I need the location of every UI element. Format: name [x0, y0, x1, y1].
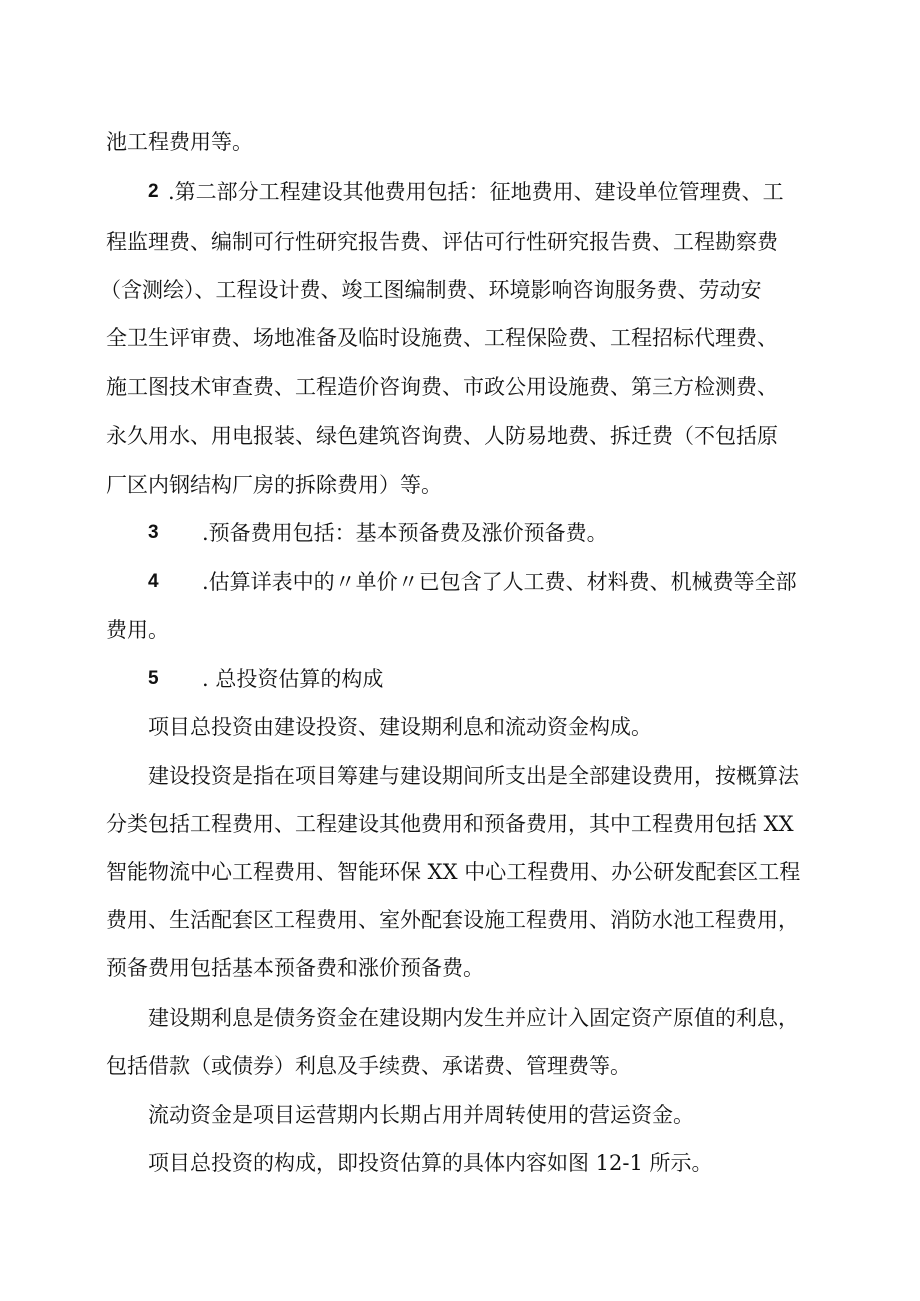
- text-line: .第二部分工程建设其他费用包括：征地费用、建设单位管理费、工: [168, 180, 784, 204]
- text-line: 包括借款（或债券）利息及手续费、承诺费、管理费等。: [106, 1054, 631, 1078]
- text-line: 厂区内钢结构厂房的拆除费用）等。: [106, 473, 442, 497]
- text-line: 分类包括工程费用、工程建设其他费用和预备费用，其中工程费用包括 XX: [106, 812, 794, 836]
- item-number: 5: [148, 668, 159, 689]
- text-line: .预备费用包括：基本预备费及涨价预备费。: [202, 521, 608, 545]
- text-line: 永久用水、用电报装、绿色建筑咨询费、人防易地费、拆迁费（不包括原: [106, 424, 778, 448]
- text-line: 费用、生活配套区工程费用、室外配套设施工程费用、消防水池工程费用，: [106, 908, 799, 932]
- section-heading: . 总投资估算的构成: [202, 667, 384, 691]
- text-line: .估算详表中的〃单价〃已包含了人工费、材料费、机械费等全部: [202, 570, 797, 594]
- text-line: 项目总投资由建设投资、建设期利息和流动资金构成。: [148, 715, 652, 739]
- text-line: 建设投资是指在项目筹建与建设期间所支出是全部建设费用，按概算法: [148, 764, 799, 788]
- text-line: 预备费用包括基本预备费和涨价预备费。: [106, 956, 484, 980]
- text-line: 施工图技术审查费、工程造价咨询费、市政公用设施费、第三方检测费、: [106, 375, 778, 399]
- item-number: 3: [148, 522, 159, 543]
- text-line: 池工程费用等。: [106, 130, 253, 154]
- item-number: 2: [148, 181, 159, 202]
- text-line: 流动资金是项目运营期内长期占用并周转使用的营运资金。: [148, 1103, 694, 1127]
- text-line: 程监理费、编制可行性研究报告费、评估可行性研究报告费、工程勘察费: [106, 230, 778, 254]
- text-line: 费用。: [106, 618, 169, 642]
- text-line: 建设期利息是债务资金在建设期内发生并应计入固定资产原值的利息，: [148, 1006, 799, 1030]
- text-line: 项目总投资的构成，即投资估算的具体内容如图 12-1 所示。: [148, 1151, 713, 1175]
- text-line: 智能物流中心工程费用、智能环保 XX 中心工程费用、办公研发配套区工程: [106, 860, 801, 884]
- text-line: 全卫生评审费、场地准备及临时设施费、工程保险费、工程招标代理费、: [106, 326, 778, 350]
- item-number: 4: [148, 571, 159, 592]
- text-line: （含测绘）、工程设计费、竣工图编制费、环境影响咨询服务费、劳动安: [100, 278, 762, 302]
